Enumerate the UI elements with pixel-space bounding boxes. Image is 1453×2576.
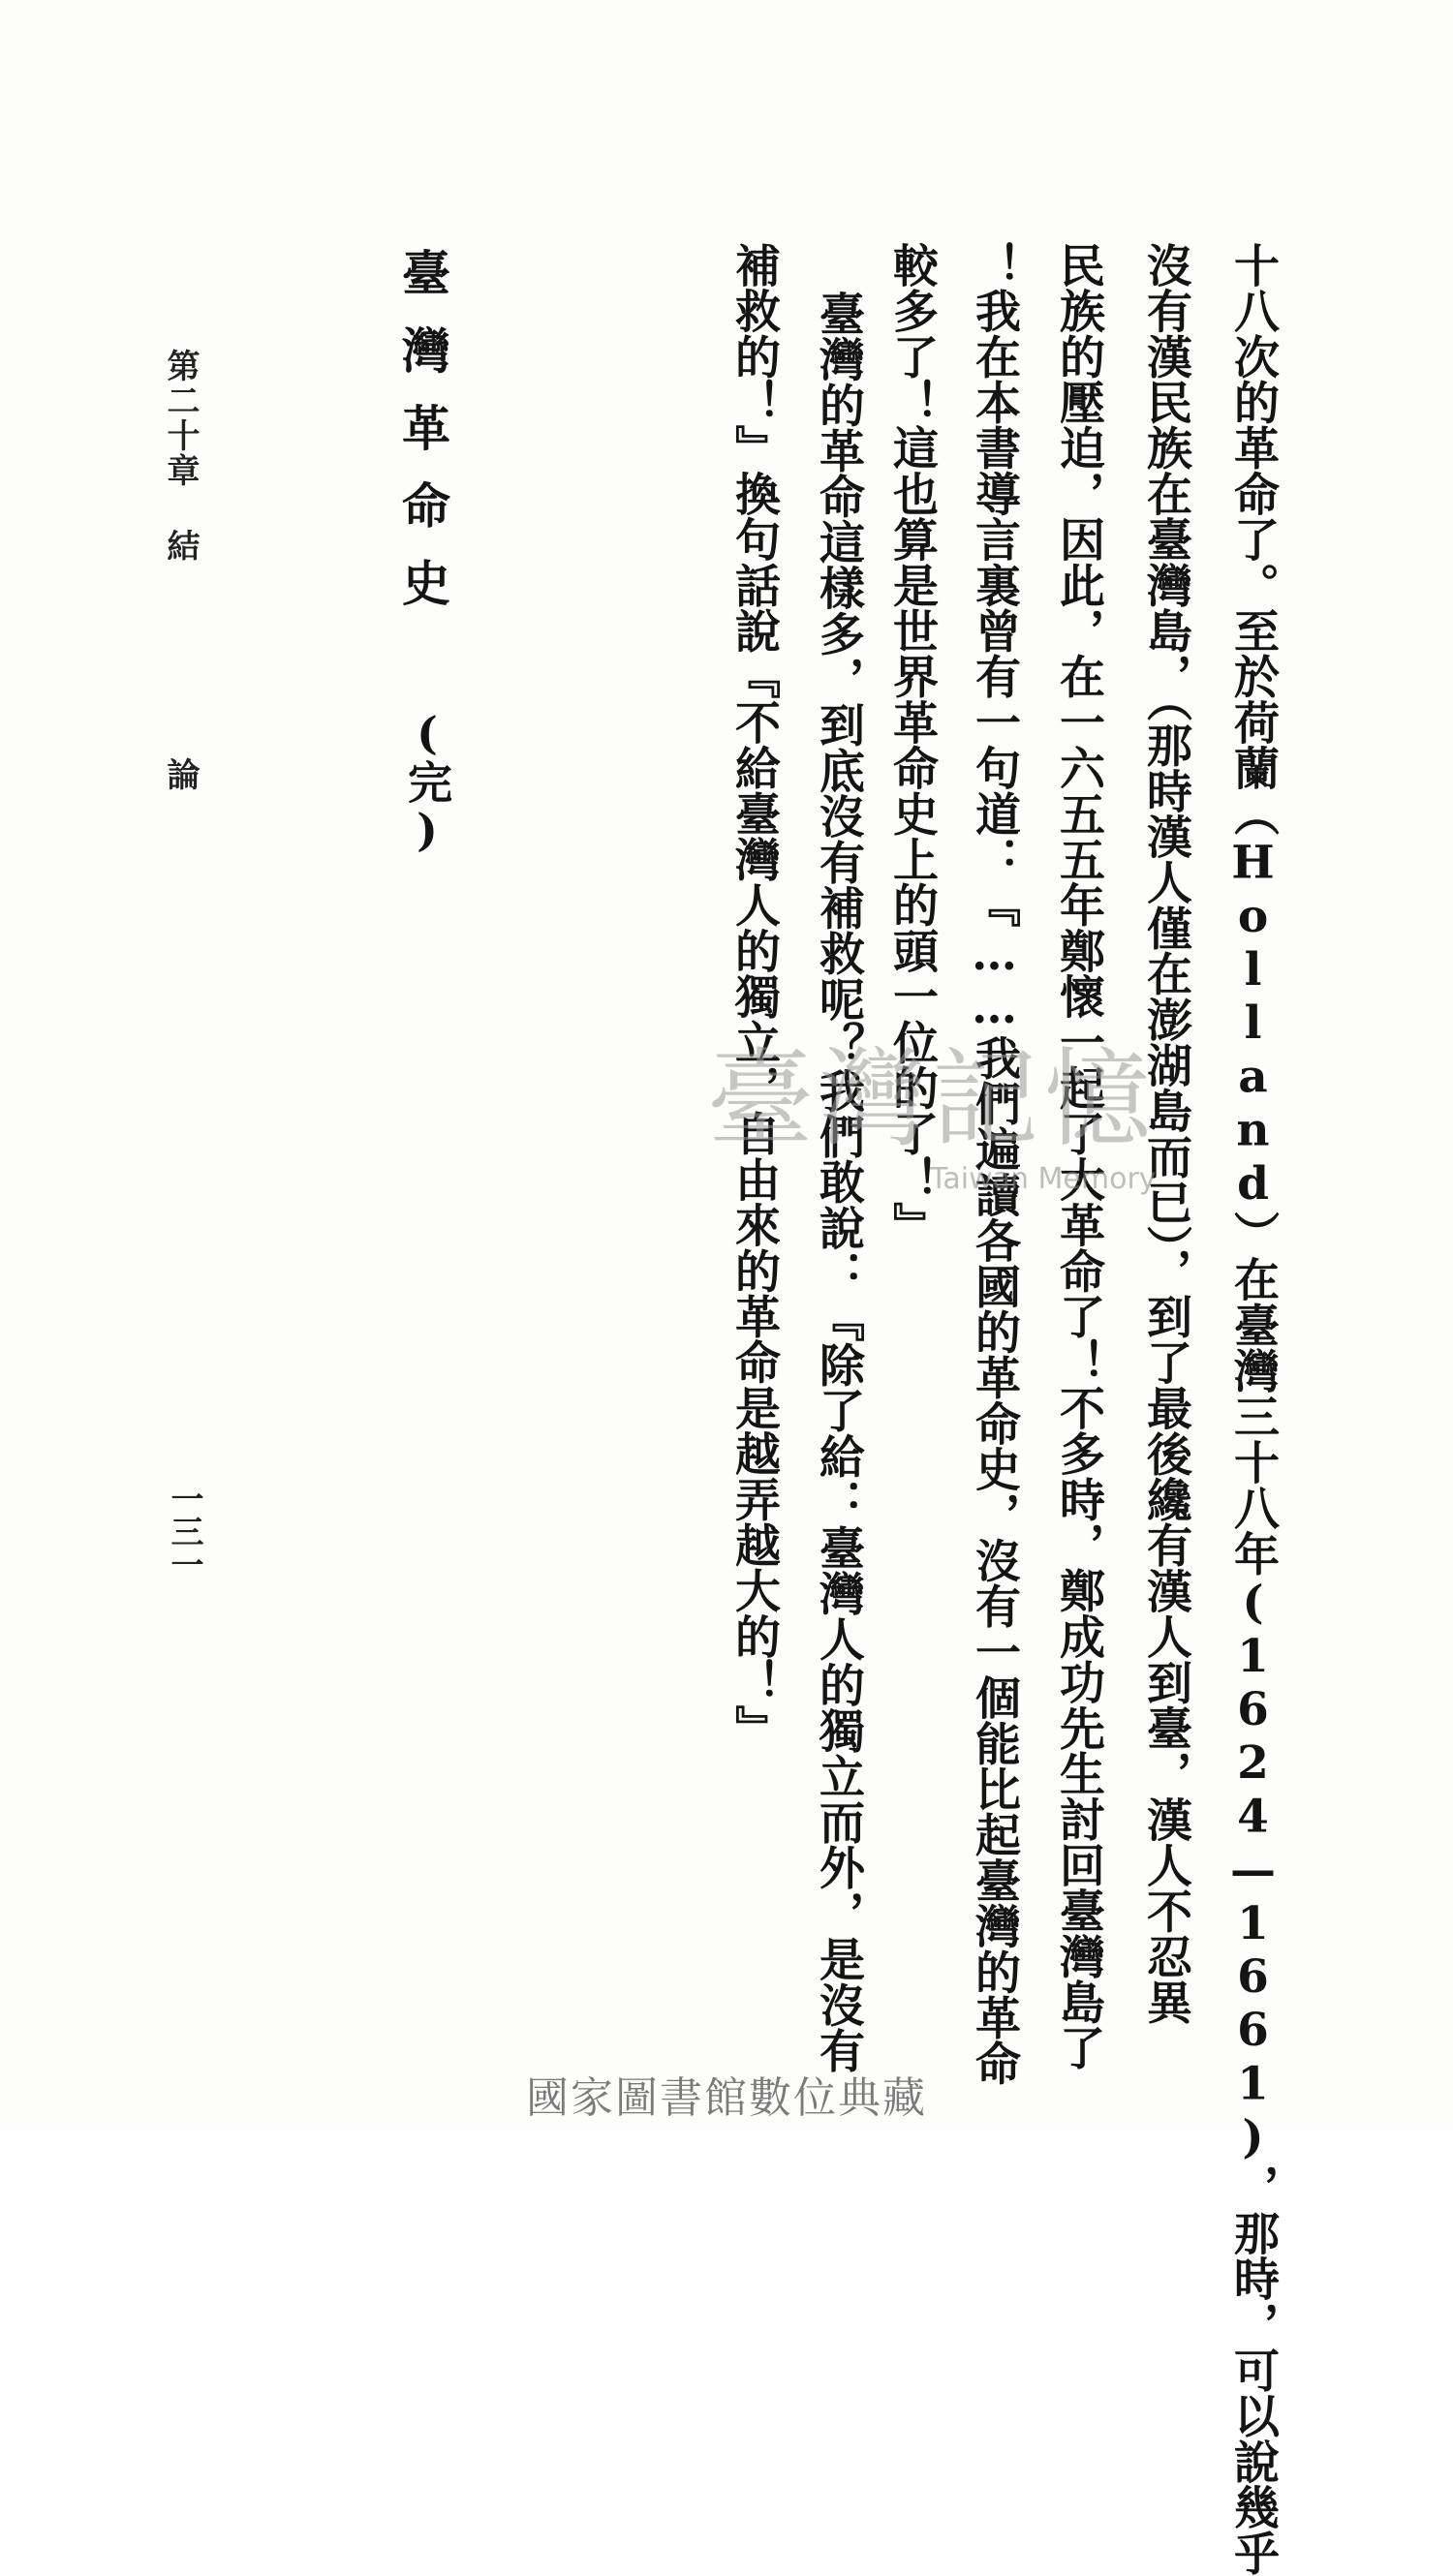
page-number: 一三一	[165, 1482, 203, 1580]
body-column-7: 補救的！』換句話說『不給臺灣人的獨立，自由來的革命是越弄越大的！』	[727, 242, 781, 1751]
watermark-text: 臺灣記憶	[707, 1037, 1157, 1161]
body-column-3: 民族的壓迫，因此，在一六五五年鄭懷一起了大革命了！不多時，鄭成功先生討回臺灣島了	[1052, 242, 1105, 2070]
running-header-section: 論	[161, 757, 200, 792]
book-title: 臺灣革命史	[394, 248, 451, 635]
body-column-2: 沒有漢民族在臺灣島，（那時漢人僅在澎湖島而已），到了最後纔有漢人到臺，漢人不忍異	[1139, 242, 1192, 2025]
watermark	[707, 1037, 1172, 1211]
body-column-1: 十八次的革命了。至於荷蘭（Holland）在臺灣三十八年(1624—1661)，那時，可以說幾乎	[1226, 242, 1280, 2576]
body-column-6: 臺灣的革命這樣多，到底沒有補救呢？我們敢說：『除了給：臺灣人的獨立而外，是沒有	[812, 291, 865, 2073]
running-header	[157, 349, 204, 792]
body-column-5: 較多了！這也算是世界革命史上的頭一位的了！』	[885, 242, 939, 1248]
watermark-subtext: Taiwan Memory	[930, 1162, 1157, 1196]
footer-credit: 國家圖書館數位典藏	[526, 2073, 927, 2123]
running-header-chapter: 第二十章 結	[161, 349, 200, 564]
book-end-marker: (完)	[401, 707, 453, 856]
body-column-4: ！我在本書導言裏曾有一句道：『……我們遍讀各國的革命史，沒有一個能比起臺灣的革命	[968, 242, 1021, 2086]
